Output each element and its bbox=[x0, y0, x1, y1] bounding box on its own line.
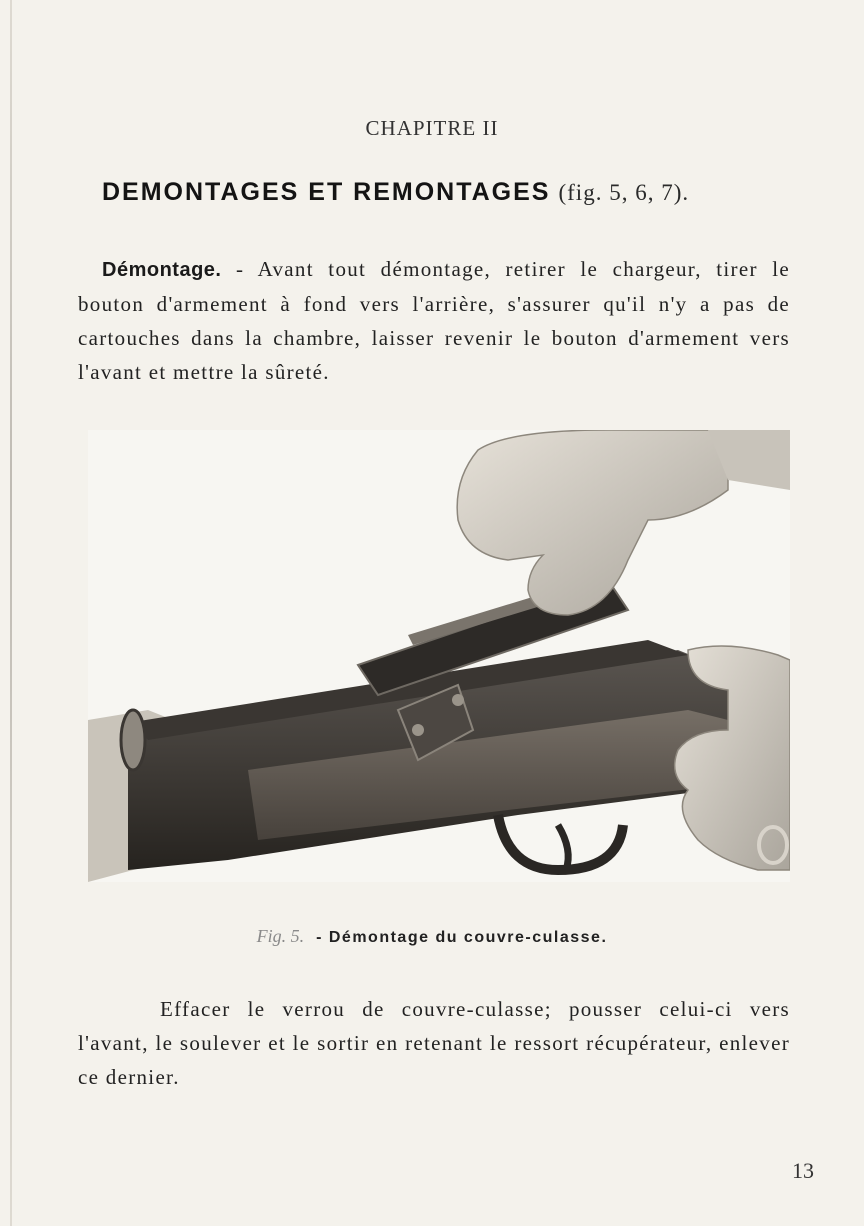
barrel-ring bbox=[121, 710, 145, 770]
figure-label: Fig. 5. bbox=[256, 926, 305, 946]
paragraph-cover-removal: Effacer le verrou de couvre-culasse; pousser celui-ci vers l'avant, le soulever et le sortir en retenant le ressort récupérateur, enlever ce dernier. bbox=[78, 997, 790, 1089]
figure-caption-text: - Démontage du couvre-culasse. bbox=[316, 929, 608, 946]
section-title: DEMONTAGES ET REMONTAGES bbox=[102, 178, 551, 206]
trigger-guard bbox=[498, 815, 623, 870]
section-figure-reference: (fig. 5, 6, 7). bbox=[558, 180, 690, 205]
upper-hand bbox=[457, 430, 728, 615]
page-binding-edge bbox=[10, 0, 12, 1226]
paragraph-body: - Avant tout démontage, retirer le chargeur, tirer le bouton d'armement à fond vers l'arrière, s'assurer qu'il n'y a pas de cartouches dans la chambre, laisser revenir le bouton d'armement vers l'avant et mettre la sûreté. bbox=[78, 257, 790, 384]
page-number: 13 bbox=[792, 1158, 814, 1183]
paragraph-lead-term: Démontage. bbox=[102, 259, 222, 281]
paragraph-demontage bbox=[78, 252, 790, 389]
figure-caption bbox=[0, 926, 864, 947]
section-title-line bbox=[102, 178, 802, 207]
figure-photo bbox=[88, 430, 790, 882]
rifle-disassembly-photo bbox=[88, 430, 790, 882]
chapter-heading: CHAPITRE II bbox=[365, 116, 499, 140]
